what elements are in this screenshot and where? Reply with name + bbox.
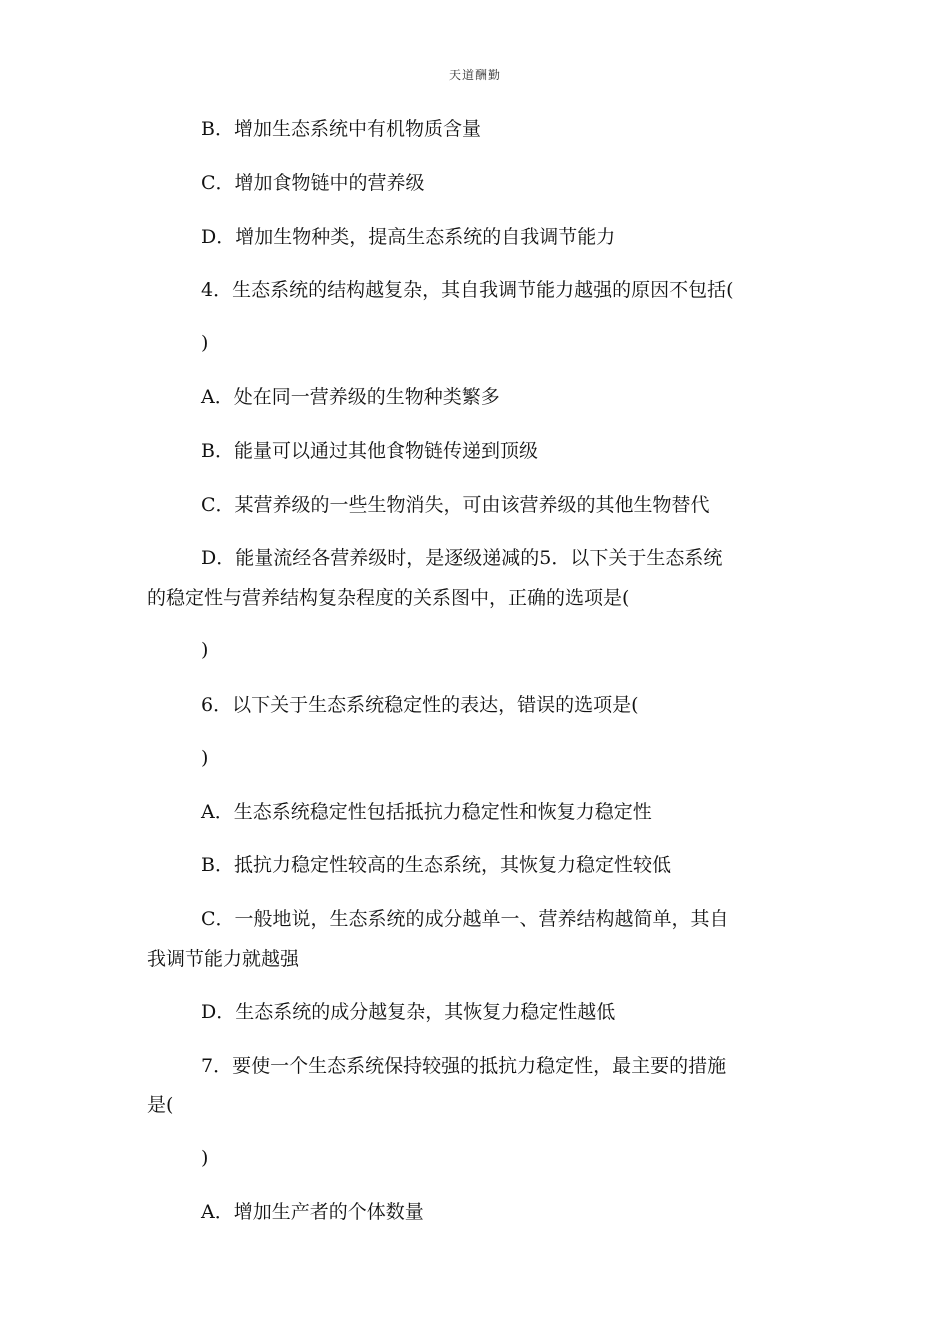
q6-option-d: D．生态系统的成分越复杂，其恢复力稳定性越低 [201,1001,616,1023]
q6-option-c-continuation: 我调节能力就越强 [147,948,300,970]
q4-option-d: D．能量流经各营养级时，是逐级递减的5．以下关于生态系统 [201,547,723,569]
q7-option-a: A．增加生产者的个体数量 [201,1201,424,1223]
question-4: 4．生态系统的结构越复杂，其自我调节能力越强的原因不包括( [201,279,734,301]
q4-option-b: B．能量可以通过其他食物链传递到顶级 [201,440,538,462]
option-b-line: B．增加生态系统中有机物质含量 [201,118,481,140]
option-c-line: C．增加食物链中的营养级 [201,172,425,194]
q6-option-c: C．一般地说，生态系统的成分越单一、营养结构越简单，其自 [201,908,729,930]
question-5-paren: ) [201,639,209,661]
question-7-continuation: 是( [147,1094,174,1116]
question-4-paren: ) [201,332,209,354]
q6-option-b: B．抵抗力稳定性较高的生态系统，其恢复力稳定性较低 [201,854,671,876]
question-6: 6．以下关于生态系统稳定性的表达，错误的选项是( [201,694,639,716]
q4-option-a: A．处在同一营养级的生物种类繁多 [201,386,500,408]
question-6-paren: ) [201,747,209,769]
option-d-line: D．增加生物种类，提高生态系统的自我调节能力 [201,226,616,248]
q6-option-a: A．生态系统稳定性包括抵抗力稳定性和恢复力稳定性 [201,801,652,823]
q4-option-c: C．某营养级的一些生物消失，可由该营养级的其他生物替代 [201,494,710,516]
page-header: 天道酬勤 [448,68,501,82]
question-5-continuation: 的稳定性与营养结构复杂程度的关系图中，正确的选项是( [147,587,630,609]
question-7: 7．要使一个生态系统保持较强的抵抗力稳定性，最主要的措施 [201,1055,727,1077]
question-7-paren: ) [201,1147,209,1169]
